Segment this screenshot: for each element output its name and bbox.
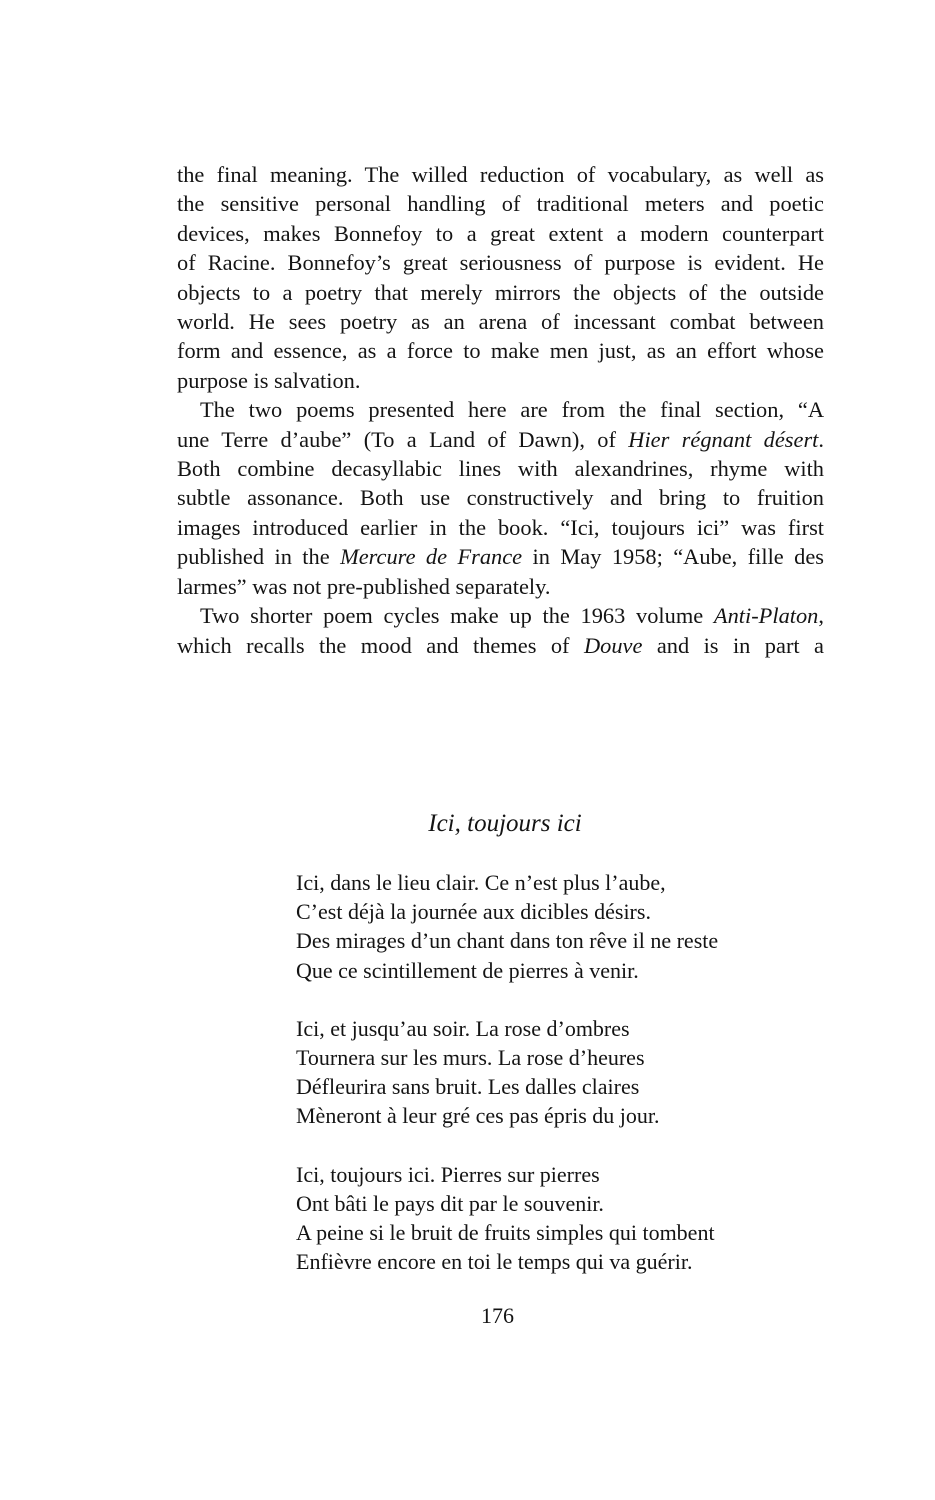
text-line xyxy=(177,248,824,277)
text-line xyxy=(177,189,824,218)
commentary-text xyxy=(177,160,824,660)
text-line xyxy=(177,572,824,601)
verse-line: A peine si le bruit de fruits simples qui tombent xyxy=(296,1220,715,1246)
text-run: which recalls the mood and themes of xyxy=(177,632,584,658)
text-run: une Terre d’aube” (To a Land of Dawn), of xyxy=(177,426,629,452)
text-line xyxy=(177,395,824,424)
verse-line: Enfièvre encore en toi le temps qui va guérir. xyxy=(296,1249,693,1275)
stanza xyxy=(296,1160,836,1277)
text-run: Two shorter poem cycles make up the 1963 volume xyxy=(200,603,714,629)
verse-line: Mèneront à leur gré ces pas épris du jour. xyxy=(296,1103,660,1129)
text-line xyxy=(177,631,824,660)
verse-line: Des mirages d’un chant dans ton rêve il ne reste xyxy=(296,928,719,954)
italic-title: Hier régnant désert xyxy=(628,426,819,452)
text-run: objects to a poetry that merely mirrors the objects of the outside xyxy=(177,279,824,305)
text-line xyxy=(177,425,824,454)
text-run: form and essence, as a force to make men just, as an effort whose xyxy=(177,338,824,364)
text-run: purpose is salvation. xyxy=(177,367,361,393)
italic-title: Douve xyxy=(583,632,643,658)
text-run: larmes” was not pre-published separately. xyxy=(177,573,551,599)
text-run: . xyxy=(818,426,824,452)
text-line xyxy=(177,601,824,630)
text-run: Both combine decasyllabic lines with alexandrines, rhyme with xyxy=(177,456,824,482)
text-line xyxy=(177,307,824,336)
text-run: the final meaning. The willed reduction of vocabulary, as well as xyxy=(177,162,824,187)
verse-line: Ici, et jusqu’au soir. La rose d’ombres xyxy=(296,1015,630,1041)
text-line xyxy=(177,366,824,395)
poem-body xyxy=(296,868,836,1305)
stanza xyxy=(296,868,836,985)
text-run: devices, makes Bonnefoy to a great extent a modern counterpart xyxy=(177,220,824,246)
paragraph xyxy=(177,601,824,660)
paragraph xyxy=(177,160,824,395)
paragraph xyxy=(177,395,824,601)
verse-line: Tournera sur les murs. La rose d’heures xyxy=(296,1045,645,1071)
text-run: world. He sees poetry as an arena of incessant combat between xyxy=(177,309,824,335)
text-line xyxy=(177,336,824,365)
text-line xyxy=(177,278,824,307)
text-line xyxy=(177,454,824,483)
verse-line: Ont bâti le pays dit par le souvenir. xyxy=(296,1190,604,1216)
text-run: subtle assonance. Both use constructively and bring to fruition xyxy=(177,485,824,511)
text-run: published in the xyxy=(177,544,341,570)
text-run: images introduced earlier in the book. “Ici, toujours ici” was first xyxy=(177,514,824,540)
italic-title: Anti-Platon xyxy=(713,603,819,629)
text-run: and is in part a xyxy=(642,632,824,658)
poem-title: Ici, toujours ici xyxy=(428,810,582,837)
text-line xyxy=(177,542,824,571)
text-run: , xyxy=(818,603,824,629)
text-line xyxy=(177,513,824,542)
verse-line: Défleurira sans bruit. Les dalles claires xyxy=(296,1074,640,1100)
verse-line: Ici, dans le lieu clair. Ce n’est plus l’aube, xyxy=(296,870,666,895)
verse-line: Que ce scintillement de pierres à venir. xyxy=(296,957,639,983)
verse-line: C’est déjà la journée aux dicibles désirs. xyxy=(296,899,651,925)
text-line xyxy=(177,483,824,512)
text-line xyxy=(177,219,824,248)
verse-line: Ici, toujours ici. Pierres sur pierres xyxy=(296,1161,600,1187)
text-run: The two poems presented here are from the final section, “A xyxy=(200,397,824,423)
text-run: the sensitive personal handling of traditional meters and poetic xyxy=(177,191,824,217)
stanza xyxy=(296,1014,836,1131)
page-number: 176 xyxy=(481,1303,514,1328)
text-run: of Racine. Bonnefoy’s great seriousness of purpose is evident. He xyxy=(177,250,824,276)
text-run: in May 1958; “Aube, fille des xyxy=(522,544,824,570)
text-line xyxy=(177,160,824,189)
italic-title: Mercure de France xyxy=(340,544,523,570)
